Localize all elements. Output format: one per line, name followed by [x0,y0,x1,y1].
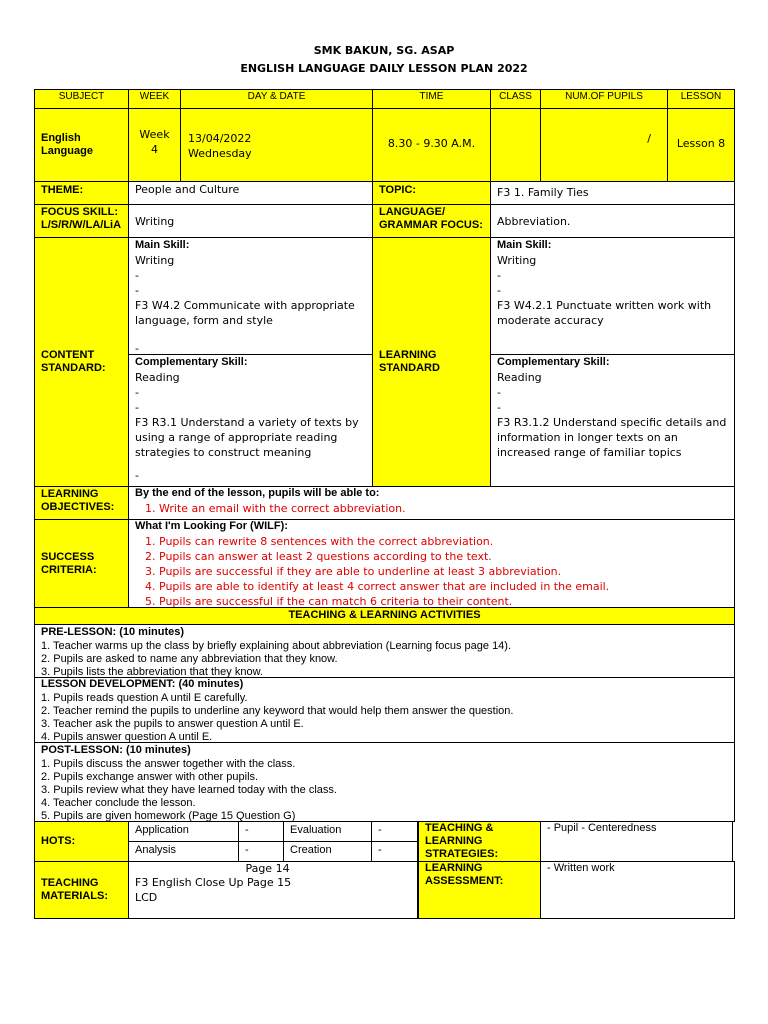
success-item: 4. Pupils are able to identify at least 4 correct answer that are included in the email. [159,579,734,594]
page-number: Page 14 [245,862,290,875]
theme-value: People and Culture [135,183,240,196]
hots-creation-value-cell [371,841,418,862]
content-comp-line: Reading [135,371,180,384]
learning-main-line: - [497,269,501,282]
num-pupils-value: / [647,132,651,145]
objectives-label-cell [34,486,129,520]
lesson-value: Lesson 8 [676,137,726,150]
grammar-focus-value-cell [490,204,735,238]
assessment-label: LEARNING ASSESSMENT: [425,862,504,887]
success-intro: What I'm Looking For (WILF): [135,520,288,532]
day-value: Wednesday [188,147,252,160]
post-lesson-title: POST-LESSON: (10 minutes) [41,744,191,756]
topic-label-cell [372,181,491,205]
post-lesson-section [34,742,735,822]
grammar-focus-label-cell [372,204,491,238]
hots-analysis: Analysis [135,844,176,856]
learning-main-skill [490,237,735,355]
hots-analysis-value: - [245,844,249,856]
learning-main-heading: Main Skill: [497,239,552,251]
content-main-line: F3 W4.2 Communicate with appropriate language, form and style [135,299,355,327]
content-main-line: - [135,284,139,297]
theme-label-cell [34,181,129,205]
info-num-pupils [540,108,668,182]
content-main-line [135,328,366,341]
learning-standard-label: LEARNING STANDARD [379,349,440,374]
info-class [490,108,541,182]
hots-label: HOTS: [41,835,76,847]
success-label: SUCCESS CRITERIA: [41,550,97,576]
col-class: CLASS [490,89,541,109]
pre-lesson-line: 2. Pupils are asked to name any abbreviation that they know. [41,653,338,665]
col-week: WEEK [128,89,181,109]
learning-comp-heading: Complementary Skill: [497,356,610,368]
development-title: LESSON DEVELOPMENT: (40 minutes) [41,678,244,690]
success-cell [128,519,735,608]
strategies-value-cell [540,821,733,862]
success-item: 1. Pupils can rewrite 8 sentences with the correct abbreviation. [159,534,734,549]
plan-title: ENGLISH LANGUAGE DAILY LESSON PLAN 2022 [240,62,528,75]
col-num-pupils: NUM.OF PUPILS [540,89,668,109]
hots-application-value: - [245,824,249,836]
objectives-cell [128,486,735,520]
content-main-heading: Main Skill: [135,239,190,251]
strategies-label-cell [418,821,541,862]
info-subject [34,108,129,182]
theme-label: THEME: [41,184,84,196]
col-day-date: DAY & DATE [180,89,373,109]
post-lesson-line: 4. Teacher conclude the lesson. [41,797,196,809]
content-comp-line: - [135,469,139,482]
hots-evaluation: Evaluation [290,824,342,836]
hots-application-value-cell [238,821,284,842]
development-line: 3. Teacher ask the pupils to answer question A until E. [41,718,304,730]
focus-skill-value-cell [128,204,373,238]
learning-comp-line: - [497,386,501,399]
learning-comp-line: - [497,401,501,414]
pre-lesson-section [34,624,735,678]
content-main-line: - [135,342,139,355]
pre-lesson-title: PRE-LESSON: (10 minutes) [41,626,185,638]
objectives-label: LEARNING OBJECTIVES: [41,488,115,513]
post-lesson-line: 3. Pupils review what they have learned today with the class. [41,784,337,796]
hots-application-cell [128,821,239,842]
hots-creation: Creation [290,844,332,856]
lesson-development-section [34,677,735,743]
assessment-value-cell [540,861,735,919]
content-comp-line [135,460,366,468]
content-comp-line: - [135,401,139,414]
pre-lesson-line: 3. Pupils lists the abbreviation that they know. [41,666,263,678]
content-main-skill [128,237,373,355]
learning-standard-label-cell [372,237,491,487]
grammar-focus-value: Abbreviation. [497,214,571,228]
date-value: 13/04/2022 [188,132,252,145]
content-comp-heading: Complementary Skill: [135,356,248,368]
theme-value-cell [128,181,373,205]
content-main-line: Writing [135,254,175,267]
objectives-intro: By the end of the lesson, pupils will be able to: [135,487,380,499]
learning-main-line: Writing [497,254,537,267]
col-time: TIME [372,89,491,109]
content-comp-line: - [135,386,139,399]
class-value [491,109,540,113]
time-value: 8.30 - 9.30 A.M. [387,137,476,150]
learning-comp-line: F3 R3.1.2 Understand specific details and information in longer texts on an increased range of familiar topics [497,416,727,459]
strategies-value: - Pupil - Centeredness [547,822,657,834]
topic-value-cell [490,181,735,205]
development-line: 4. Pupils answer question A until E. [41,731,213,743]
success-list [129,534,734,608]
hots-application: Application [135,824,189,836]
post-lesson-line: 1. Pupils discuss the answer together with the class. [41,758,296,770]
hots-creation-value: - [378,844,382,856]
week-value: Week 4 [139,128,170,156]
post-lesson-line: 2. Pupils exchange answer with other pupils. [41,771,259,783]
pre-lesson-line: 1. Teacher warms up the class by briefly explaining about abbreviation (Learning focus page 14). [41,640,512,652]
hots-label-cell [34,821,129,862]
col-subject: SUBJECT [34,89,129,109]
hots-creation-cell [283,841,372,862]
materials-line: LCD [135,891,158,904]
learning-comp-line: Reading [497,371,542,384]
post-lesson-line: 5. Pupils are given homework (Page 15 Question G) [41,810,296,822]
strategies-label: TEACHING & LEARNING STRATEGIES: [425,822,499,860]
materials-line: F3 English Close Up Page 15 [135,876,292,889]
materials-label: TEACHING MATERIALS: [41,877,109,902]
hots-analysis-value-cell [238,841,284,862]
learning-main-line: - [497,284,501,297]
info-lesson [667,108,735,182]
success-item: 3. Pupils are successful if they are able to underline at least 3 abbreviation. [159,564,734,579]
focus-skill-label-cell [34,204,129,238]
focus-skill-label: FOCUS SKILL: L/S/R/W/LA/LiA [41,206,122,231]
content-main-line: - [135,269,139,282]
development-line: 1. Pupils reads question A until E carefully. [41,692,248,704]
topic-label: TOPIC: [379,184,417,196]
hots-evaluation-value: - [378,824,382,836]
content-standard-label: CONTENT STANDARD: [41,349,106,374]
content-standard-label-cell [34,237,129,487]
success-item: 5. Pupils are successful if the can match 6 criteria to their content. [159,594,734,608]
development-line: 2. Teacher remind the pupils to underline any keyword that would help them answer the question. [41,705,514,717]
school-name: SMK BAKUN, SG. ASAP [313,44,455,57]
learning-main-line: F3 W4.2.1 Punctuate written work with moderate accuracy [497,299,712,327]
focus-skill-value: Writing [135,214,175,228]
hots-evaluation-cell [283,821,372,842]
activities-heading: TEACHING & LEARNING ACTIVITIES [34,607,735,625]
hots-evaluation-value-cell [371,821,418,842]
objective-item: 1. Write an email with the correct abbreviation. [159,501,734,516]
info-day-date [180,108,373,182]
content-comp-skill [128,354,373,487]
content-comp-line: F3 R3.1 Understand a variety of texts by using a range of appropriate reading strategies to construct meaning [135,416,359,459]
info-time [372,108,491,182]
grammar-focus-label: LANGUAGE/ GRAMMAR FOCUS: [379,206,483,231]
success-item: 2. Pupils can answer at least 2 questions according to the text. [159,549,734,564]
col-lesson: LESSON [667,89,735,109]
topic-value: F3 1. Family Ties [497,186,589,199]
success-label-cell [34,519,129,608]
hots-analysis-cell [128,841,239,862]
assessment-value: - Written work [547,862,615,874]
subject-value: English Language [41,132,93,157]
learning-comp-skill [490,354,735,487]
objectives-list [129,501,734,516]
info-week [128,108,181,182]
